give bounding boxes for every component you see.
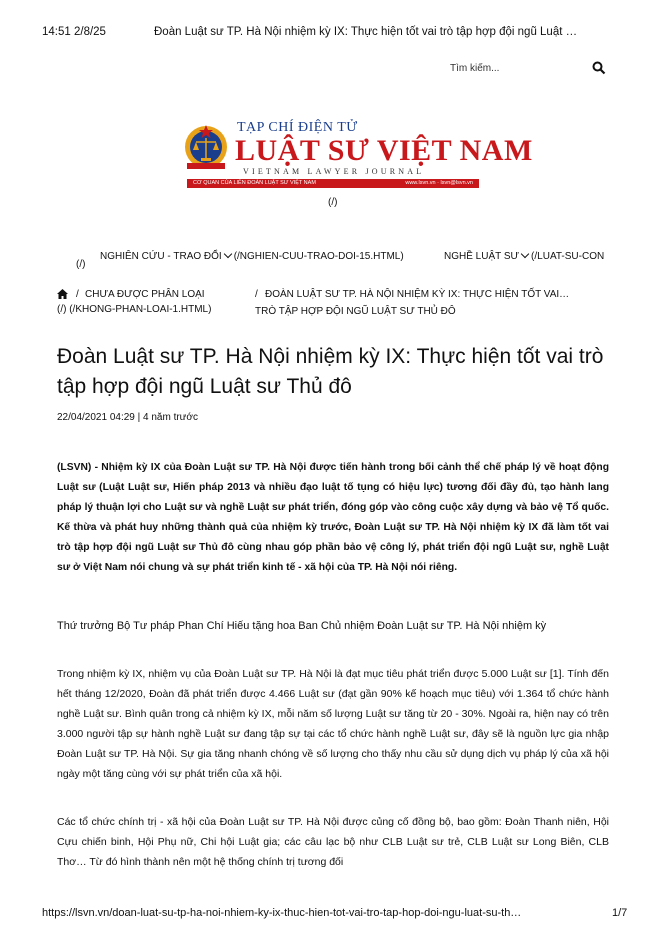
breadcrumb-separator: / <box>255 289 258 300</box>
print-footer-url: https://lsvn.vn/doan-luat-su-tp-ha-noi-nhiem-ky-ix-thuc-hien-tot-vai-tro-tap-hop-doi-ngu-luat-su-th… <box>42 907 522 919</box>
article-paragraph: Trong nhiệm kỳ IX, nhiệm vụ của Đoàn Luật sư TP. Hà Nội là đạt mục tiêu phát triển được 5.000 Luật sư [1]. Tính đến hết tháng 12/2020, Đoàn đã phát triển được 4.466 Luật sư (đạt gần 90% kế hoạch mục tiêu) với 1.364 tổ chức hành nghề Luật sư. Bình quân trong cả nhiệm kỳ IX, mỗi năm số lượng Luật sư tăng từ 20 - 30%. Ngoài ra, hiện nay có trên 3.000 người tập sự hành nghề Luật sư đang tập sự tại các tổ chức hành nghề Luật sư, đây sẽ là nguồn lực gia nhập Đoàn Luật sư TP. Hà Nội. Sự gia tăng nhanh chóng về số lượng cho thấy nhu cầu sử dụng dịch vụ pháp lý của xã hội ngày một tăng cùng với sự phát triển của xã hội. <box>57 668 609 780</box>
breadcrumb-current-continued: TRÒ TẬP HỢP ĐỘI NGŨ LUẬT SƯ THỦ ĐÔ <box>255 306 456 317</box>
home-icon[interactable] <box>57 289 68 299</box>
scales-emblem-icon <box>183 121 229 173</box>
print-header <box>42 26 578 38</box>
search-bar <box>450 60 610 78</box>
logo-bar-left-text: CƠ QUAN CỦA LIÊN ĐOÀN LUẬT SƯ VIỆT NAM <box>193 180 316 186</box>
article-meta: 22/04/2021 04:29 | 4 năm trước <box>57 412 198 423</box>
print-page-title: Đoàn Luật sư TP. Hà Nội nhiệm kỳ IX: Thực hiện tốt vai trò tập hợp đội ngũ Luật … <box>154 26 578 38</box>
nav-item-link: (/LUAT-SU-CON <box>531 251 605 262</box>
article-lead: (LSVN) - Nhiệm kỳ IX của Đoàn Luật sư TP. Hà Nội được tiến hành trong bối cảnh thể chế pháp lý về hoạt động Luật sư (Luật Luật sư, Hiến pháp 2013 và nhiều đạo luật tố tụng có hiệu lực) tương đối đầy đủ, tạo hành lang pháp lý thuận lợi cho Luật sư và nghề Luật sư phát triển, đóng góp vào công cuộc xây dựng và bảo vệ Tổ quốc. Kế thừa và phát huy những thành quả của nhiệm kỳ trước, Đoàn Luật sư TP. Hà Nội nhiệm kỳ IX đã làm tốt vai trò tập hợp đội ngũ Luật sư Thủ đô cùng nhau góp phần bảo vệ công lý, phát triển đội ngũ Luật sư, nghề Luật sư ở Việt Nam nói chung và sự phát triển kinh tế - xã hội của TP. Hà Nội nói riêng. <box>57 462 609 573</box>
print-datetime: 14:51 2/8/25 <box>42 26 106 38</box>
main-nav <box>0 249 664 269</box>
breadcrumb-current: ĐOÀN LUẬT SƯ TP. HÀ NỘI NHIỆM KỲ IX: THỰC HIỆN TỐT VAI… <box>265 289 570 300</box>
search-input[interactable] <box>450 60 580 76</box>
nav-item-label: NGHIÊN CỨU - TRAO ĐỔI <box>100 251 222 262</box>
nav-home-link[interactable]: (/) <box>76 259 86 269</box>
logo-small-text: TẠP CHÍ ĐIỆN TỬ <box>237 120 358 135</box>
site-logo[interactable] <box>183 118 533 194</box>
article-paragraph: Các tổ chức chính trị - xã hội của Đoàn Luật sư TP. Hà Nội được củng cố đồng bộ, bao gồm: Đoàn Thanh niên, Hội Cựu chiến binh, Hội Phụ nữ, Chi hội Luật gia; các câu lạc bộ như CLB Luật sư trẻ, CLB Luật sư Long Biên, CLB Thơ… Từ đó hình thành nên một hệ thống chính trị tương đối <box>57 816 609 868</box>
nav-item-label: NGHỀ LUẬT SƯ <box>444 251 520 262</box>
breadcrumb-category[interactable]: CHƯA ĐƯỢC PHÂN LOẠI <box>85 289 205 300</box>
breadcrumb-category-link[interactable]: (/) (/KHONG-PHAN-LOAI-1.HTML) <box>57 304 212 315</box>
logo-main-text: LUẬT SƯ VIỆT NAM <box>235 134 533 167</box>
article-title: Đoàn Luật sư TP. Hà Nội nhiệm kỳ IX: Thực hiện tốt vai trò tập hợp đội ngũ Luật sư Thủ đô <box>57 345 604 398</box>
logo-bar-right-text: www.lsvn.vn · lsvn@lsvn.vn <box>405 180 473 186</box>
print-page-number: 1/7 <box>612 907 628 919</box>
chevron-down-icon <box>521 250 529 258</box>
logo-journal-text: VIETNAM LAWYER JOURNAL <box>243 167 425 176</box>
search-icon[interactable] <box>592 61 606 75</box>
logo-link[interactable]: (/) <box>328 197 338 208</box>
logo-tagline-bar <box>187 179 479 188</box>
breadcrumb-separator: / <box>76 289 79 300</box>
nav-item-link: (/NGHIEN-CUU-TRAO-DOI-15.HTML) <box>233 251 404 262</box>
nav-item-nghien-cuu[interactable] <box>100 251 404 262</box>
nav-item-nghe-luat-su[interactable] <box>444 251 604 262</box>
image-caption: Thứ trưởng Bộ Tư pháp Phan Chí Hiếu tặng hoa Ban Chủ nhiệm Đoàn Luật sư TP. Hà Nội nhiệm kỳ <box>57 620 547 632</box>
chevron-down-icon <box>223 250 231 258</box>
